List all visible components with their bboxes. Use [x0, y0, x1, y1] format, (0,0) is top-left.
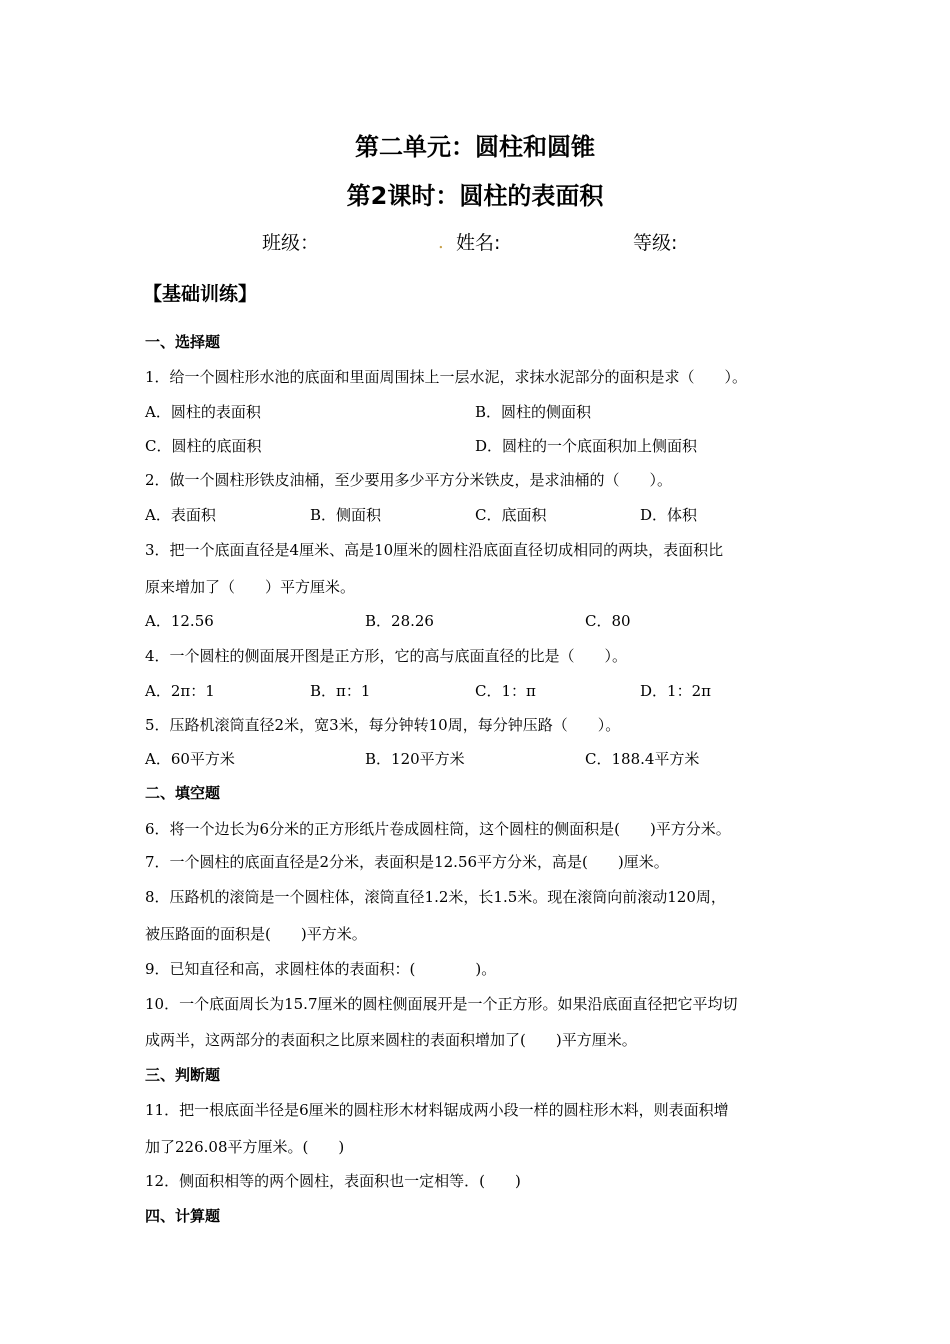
question-5: 5．压路机滚筒直径2米，宽3米，每分钟转10周，每分钟压路（ ）。 — [145, 716, 621, 734]
question-2: 2．做一个圆柱形铁皮油桶，至少要用多少平方分米铁皮，是求油桶的（ ）。 — [145, 471, 673, 489]
q2-option-c: C．底面积 — [475, 506, 547, 524]
unit-title: 第二单元：圆柱和圆锥 — [355, 133, 595, 161]
section-fill: 二、填空题 — [145, 784, 221, 802]
q5-option-c: C．188.4平方米 — [585, 750, 700, 768]
question-4: 4．一个圆柱的侧面展开图是正方形，它的高与底面直径的比是（ ）。 — [145, 647, 628, 665]
q3-option-b: B．28.26 — [365, 612, 434, 630]
question-11-line-1: 11．把一根底面半径是6厘米的圆柱形木材料锯成两小段一样的圆柱形木料，则表面积增 — [145, 1101, 729, 1119]
grade-label: 等级: — [633, 232, 678, 254]
question-1: 1．给一个圆柱形水池的底面和里面周围抹上一层水泥，求抹水泥部分的面积是求（ ）。 — [145, 368, 748, 386]
lesson-title: 第2课时：圆柱的表面积 — [346, 182, 604, 210]
q2-option-a: A．表面积 — [145, 506, 216, 524]
q4-option-b: B．π：1 — [310, 682, 371, 700]
q5-option-b: B．120平方米 — [365, 750, 465, 768]
separator-dot: . — [438, 232, 444, 253]
q3-option-a: A．12.56 — [145, 612, 214, 630]
q1-option-c: C．圆柱的底面积 — [145, 437, 262, 455]
question-10-line-1: 10．一个底面周长为15.7厘米的圆柱侧面展开是一个正方形。如果沿底面直径把它平均切 — [145, 995, 738, 1013]
question-3-line-2: 原来增加了（ ）平方厘米。 — [145, 578, 356, 596]
q1-option-b: B．圆柱的侧面积 — [475, 403, 592, 421]
q5-option-a: A．60平方米 — [145, 750, 235, 768]
question-7: 7．一个圆柱的底面直径是2分米，表面积是12.56平方分米，高是( )厘米。 — [145, 853, 669, 871]
section-calc: 四、计算题 — [145, 1207, 221, 1225]
q3-option-c: C．80 — [585, 612, 631, 630]
q4-option-a: A．2π：1 — [145, 682, 215, 700]
question-12: 12．侧面积相等的两个圆柱，表面积也一定相等．( ) — [145, 1172, 521, 1190]
q1-option-d: D．圆柱的一个底面积加上侧面积 — [475, 437, 698, 455]
question-9: 9．已知直径和高，求圆柱体的表面积：( )。 — [145, 960, 497, 978]
question-3-line-1: 3．把一个底面直径是4厘米、高是10厘米的圆柱沿底面直径切成相同的两块，表面积比 — [145, 541, 724, 559]
question-8-line-2: 被压路面的面积是( )平方米。 — [145, 925, 367, 943]
section-judge: 三、判断题 — [145, 1066, 221, 1084]
name-label: 姓名: — [456, 232, 501, 254]
question-8-line-1: 8．压路机的滚筒是一个圆柱体，滚筒直径1.2米，长1.5米。现在滚筒向前滚动120周， — [145, 888, 726, 906]
q4-option-c: C．1：π — [475, 682, 536, 700]
question-10-line-2: 成两半，这两部分的表面积之比原来圆柱的表面积增加了( )平方厘米。 — [145, 1031, 637, 1049]
section-basic-training: 【基础训练】 — [143, 283, 258, 305]
q4-option-d: D．1：2π — [640, 682, 711, 700]
class-label: 班级： — [262, 232, 320, 254]
question-6: 6．将一个边长为6分米的正方形纸片卷成圆柱筒，这个圆柱的侧面积是( )平方分米。 — [145, 820, 731, 838]
q2-option-d: D．体积 — [640, 506, 698, 524]
question-11-line-2: 加了226.08平方厘米。( ) — [145, 1138, 345, 1156]
q1-option-a: A．圆柱的表面积 — [145, 403, 261, 421]
q2-option-b: B．侧面积 — [310, 506, 382, 524]
section-choice: 一、选择题 — [145, 333, 221, 351]
